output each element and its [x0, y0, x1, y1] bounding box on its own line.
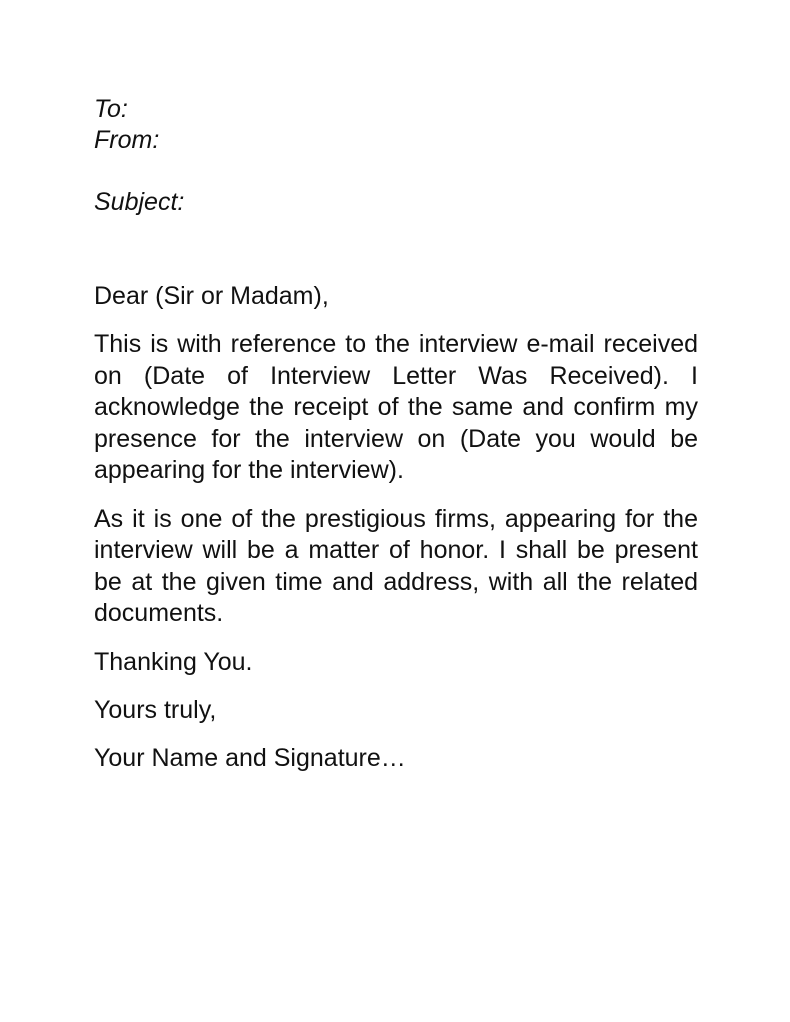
letter-page [94, 94, 698, 774]
body-paragraph-1: This is with reference to the interview e-mail received on (Date of Interview Letter Was Received). I acknowledge the receipt of the same and confirm my presence for the interview on (Date you would be appearing for the interview). [94, 330, 698, 484]
signature-line: Your Name and Signature… [94, 743, 406, 772]
sign-off: Yours truly, [94, 695, 217, 724]
body-paragraph-2: As it is one of the prestigious firms, appearing for the interview will be a matter of honor. I shall be present be at the given time and address, with all the related documents. [94, 504, 698, 627]
to-label: To: [94, 95, 128, 123]
subject-label: Subject: [94, 188, 185, 216]
thanks-line: Thanking You. [94, 647, 253, 676]
salutation: Dear (Sir or Madam), [94, 282, 329, 310]
from-label: From: [94, 126, 160, 154]
